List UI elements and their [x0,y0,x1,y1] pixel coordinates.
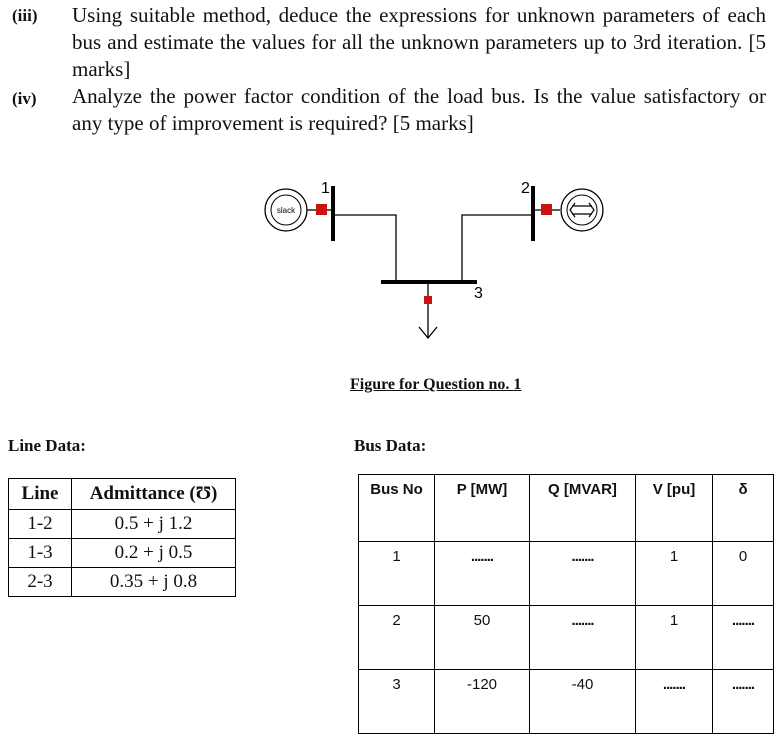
table-cell: 3 [359,670,435,734]
column-header: Q [MVAR] [530,475,636,542]
column-header: V [pu] [636,475,713,542]
breaker-node-2 [541,204,552,215]
table-cell: 1 [359,542,435,606]
table-cell: 1-3 [9,539,72,568]
table-cell: -120 [435,670,530,734]
bus-1-label: 1 [321,180,330,197]
column-header: δ [713,475,774,542]
column-header: Admittance (Ʊ) [72,479,236,510]
table-cell: ....... [636,670,713,734]
question-number: (iii) [12,6,38,25]
column-header: Bus No [359,475,435,542]
table-row [9,568,236,597]
line-data-title: Line Data: [8,436,86,455]
bus-data-title: Bus Data: [354,436,427,455]
table-row [9,539,236,568]
breaker-node-3 [424,296,432,304]
slack-label: slack [276,206,296,215]
table-cell: 1 [636,606,713,670]
line-data-table [8,478,236,597]
table-cell: 1-2 [9,510,72,539]
table-row [359,542,774,606]
question-number: (iv) [12,89,37,108]
load-arrow-icon [419,304,437,338]
figure-caption: Figure for Question no. 1 [350,376,522,393]
table-cell: ....... [713,670,774,734]
column-header: P [MW] [435,475,530,542]
table-cell: 0.35 + j 0.8 [72,568,236,597]
table-row [359,606,774,670]
table-cell: 2-3 [9,568,72,597]
bus-data-table [358,474,774,734]
slack-generator-icon [265,189,307,231]
table-cell: 50 [435,606,530,670]
table-cell: ....... [530,542,636,606]
table-cell: 1 [636,542,713,606]
question-text: Analyze the power factor condition of the load bus. Is the value satisfactory or any type of improvement is required? [5 marks] [72,84,766,135]
table-cell: ....... [713,606,774,670]
table-cell: ....... [530,606,636,670]
table-cell: 2 [359,606,435,670]
table-header-row [359,475,774,542]
table-cell: -40 [530,670,636,734]
column-header: Line [9,479,72,510]
table-row [359,670,774,734]
question-text: Using suitable method, deduce the expressions for unknown parameters of each bus and estimate the values for all the unknown parameters up to 3rd iteration. [5 marks] [72,3,766,81]
table-cell: 0.2 + j 0.5 [72,539,236,568]
bus-3-label: 3 [474,285,483,302]
table-row [9,510,236,539]
table-cell: 0 [713,542,774,606]
table-header-row [9,479,236,510]
bus-2-label: 2 [521,180,530,197]
breaker-node-1 [316,204,327,215]
table-cell: 0.5 + j 1.2 [72,510,236,539]
table-cell: ....... [435,542,530,606]
generator-icon [561,189,603,231]
